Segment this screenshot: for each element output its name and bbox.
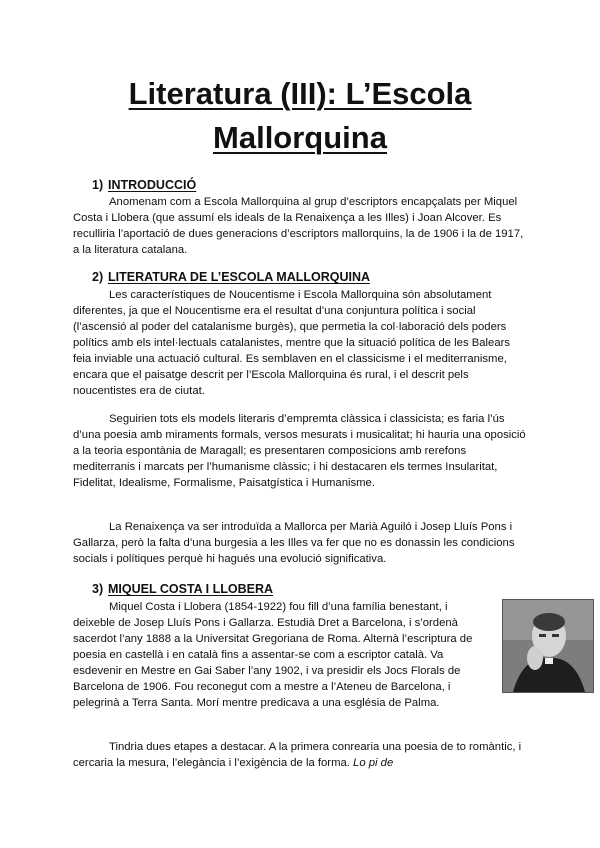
section-heading-literatura xyxy=(92,270,370,284)
portrait-photo xyxy=(502,599,594,693)
paragraph: Anomenam com a Escola Mallorquina al grup d’escriptors encapçalats per Miquel Costa i Llobera (que assumí els ideals de la Renaixença a les Illes) i Joan Alcover. Es reculliria l’aportació de dues generacions d’escriptors mallorquins, la de 1906 i la de 1917, a la literatura catalana. xyxy=(73,196,524,256)
document-title: Literatura (III): L’Escola Mallorquina xyxy=(128,76,472,155)
paragraph: La Renaixença va ser introduïda a Mallorca per Marià Aguiló i Josep Lluís Pons i Gallarza, però la falta d’una burgesia a les Illes va fer que no es donassin les condicions socials i polítiques perquè hi hagués una evolució significativa. xyxy=(73,521,515,565)
section-title: INTRODUCCIÓ xyxy=(108,178,197,192)
portrait-image xyxy=(503,600,593,692)
paragraph xyxy=(73,739,527,771)
section-number: 3) xyxy=(92,582,104,596)
paragraph-text: Tindria dues etapes a destacar. A la primera conrearia una poesia de to romàntic, i cercaria la mesura, l’elegància i l’exigència de la forma. xyxy=(73,741,522,769)
section-heading-miquel-costa xyxy=(92,582,273,596)
section-title: MIQUEL COSTA I LLOBERA xyxy=(108,582,274,596)
section-number: 1) xyxy=(92,178,104,192)
italic-title: Lo pi de xyxy=(353,757,394,769)
section-heading-introduccio xyxy=(92,178,196,192)
section-title: LITERATURA DE L’ESCOLA MALLORQUINA xyxy=(108,270,371,284)
paragraph: Miquel Costa i Llobera (1854-1922) fou fill d’una família benestant, i deixeble de Josep Lluís Pons i Gallarza. Estudià Dret a Barcelona, i s’ordenà sacerdot l’any 1888 a la Universitat Gregoriana de Roma. Alternà l’escriptura de poesia en castellà i en català fins a assentar-se com a escriptor català. Va esdevenir en Mestre en Gai Saber l’any 1902, i va presidir els Jocs Florals de Barcelona de 1906. Fou reconegut com a mestre a l’Ateneu de Barcelona, i pelegrinà a Terra Santa. Morí mentre predicava a una església de Palma. xyxy=(73,601,473,709)
paragraph: Seguirien tots els models literaris d’empremta clàssica i classicista; es faria l’ús d’una poesia amb miraments formals, versos mesurats i musicalitat; hi hauria una oposició a la teoria espontània de Maragall; es presentaren composicions amb rerefons mediterranis i marcats per l’humanisme clàssic; i hi destacaren els termes Insularitat, Fidelitat, Idealisme, Formalisme, Paisatgística i Humanisme. xyxy=(73,413,526,489)
paragraph: Les característiques de Noucentisme i Escola Mallorquina són absolutament diferentes, ja que el Noucentisme era el resultat d’una conjuntura política i social (l’ascensió al poder del catalanisme burgès), que permetia la col·laboració dels poders polítics amb els intel·lectuals catalanistes, mentre que la situació política de les Balears feia inviable una actuació cultural. Es semblaven en el classicisme i el mediterranisme, encara que el paisatge descrit per l’Escola Mallorquina és rural, i el descrit pels noucentistes era de ciutat. xyxy=(73,289,511,397)
section-number: 2) xyxy=(92,270,104,284)
